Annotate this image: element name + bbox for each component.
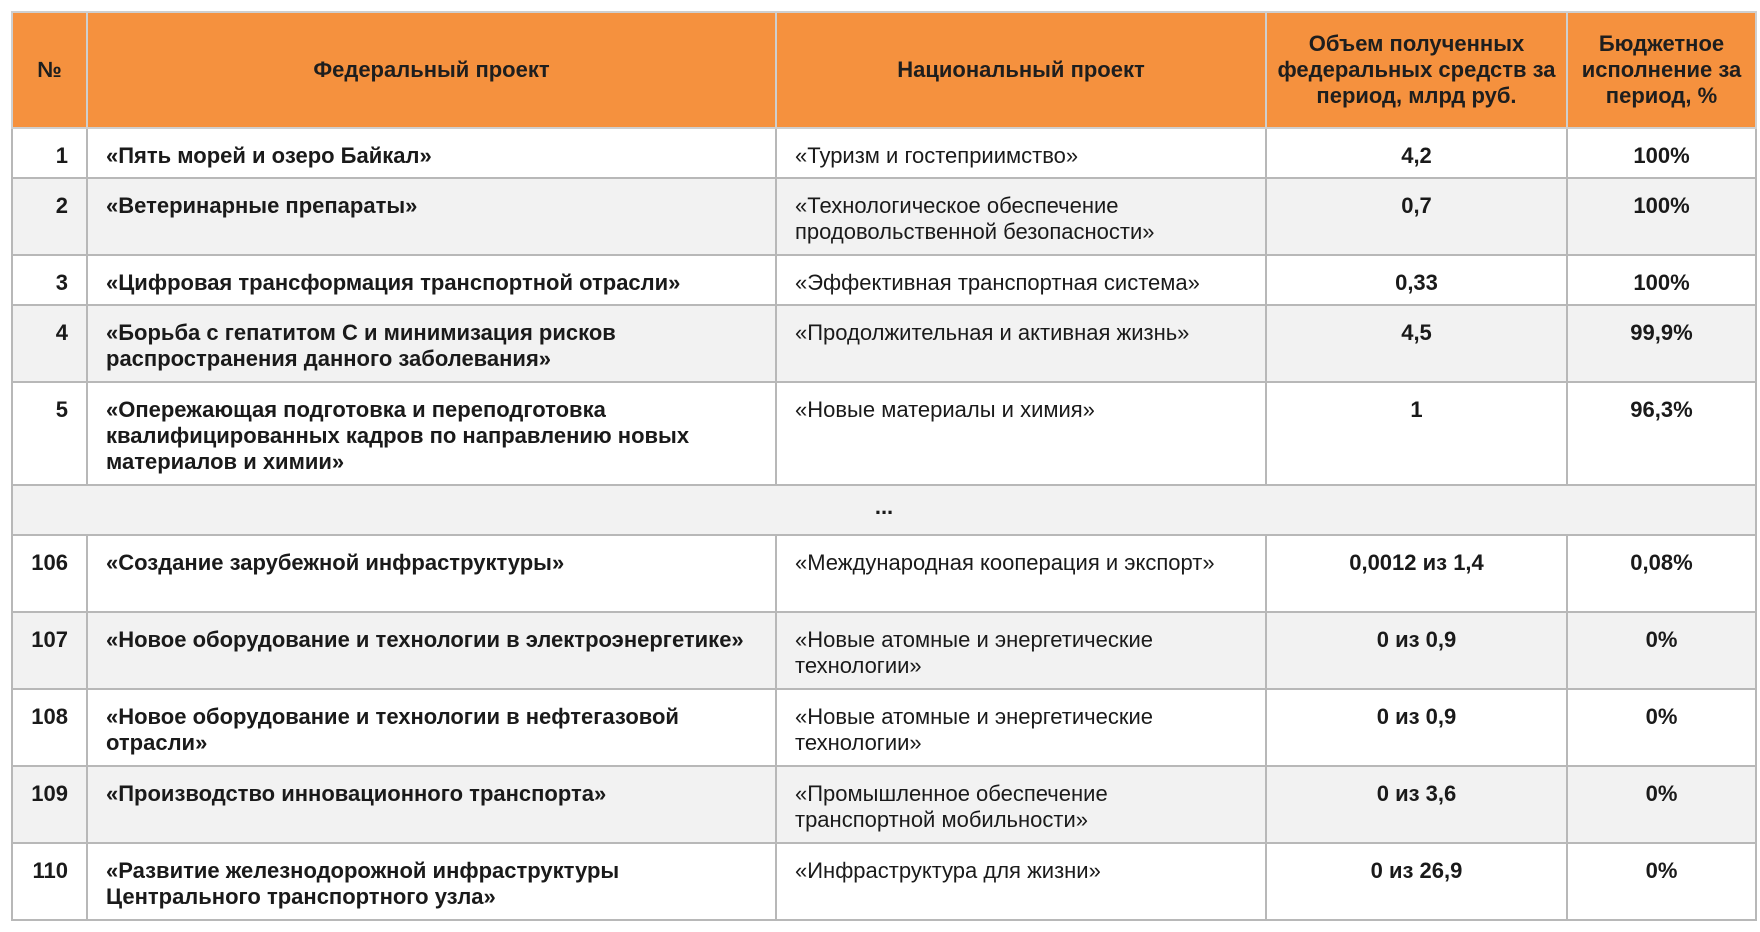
federal-project-cell: «Борьба с гепатитом С и минимизация рисков распространения данного заболевания» (87, 305, 776, 382)
row-num: 109 (12, 766, 87, 843)
execution-cell: 96,3% (1567, 382, 1756, 485)
national-project-cell: «Технологическое обеспечение продовольственной безопасности» (776, 178, 1266, 255)
row-num: 2 (12, 178, 87, 255)
national-project-cell: «Продолжительная и активная жизнь» (776, 305, 1266, 382)
volume-cell: 0 из 0,9 (1266, 612, 1567, 689)
ellipsis-cell: ... (12, 485, 1756, 535)
table-row (12, 382, 1756, 485)
row-num: 110 (12, 843, 87, 920)
federal-project-cell: «Пять морей и озеро Байкал» (87, 128, 776, 178)
table-row (12, 128, 1756, 178)
row-num: 108 (12, 689, 87, 766)
federal-project-cell: «Новое оборудование и технологии в нефтегазовой отрасли» (87, 689, 776, 766)
volume-cell: 4,2 (1266, 128, 1567, 178)
federal-project-cell: «Производство инновационного транспорта» (87, 766, 776, 843)
volume-cell: 0 из 3,6 (1266, 766, 1567, 843)
federal-project-cell: «Новое оборудование и технологии в электроэнергетике» (87, 612, 776, 689)
national-project-cell: «Новые атомные и энергетические технологии» (776, 612, 1266, 689)
header-national-project: Национальный проект (776, 12, 1266, 128)
execution-cell: 0% (1567, 766, 1756, 843)
projects-table (11, 11, 1757, 921)
national-project-cell: «Инфраструктура для жизни» (776, 843, 1266, 920)
volume-cell: 0,0012 из 1,4 (1266, 535, 1567, 612)
volume-cell: 1 (1266, 382, 1567, 485)
header-execution: Бюджетное исполнение за период, % (1567, 12, 1756, 128)
volume-cell: 0 из 0,9 (1266, 689, 1567, 766)
volume-cell: 0,33 (1266, 255, 1567, 305)
table-row (12, 843, 1756, 920)
row-num: 107 (12, 612, 87, 689)
execution-cell: 0,08% (1567, 535, 1756, 612)
federal-project-cell: «Ветеринарные препараты» (87, 178, 776, 255)
volume-cell: 4,5 (1266, 305, 1567, 382)
table-row (12, 255, 1756, 305)
table-row (12, 766, 1756, 843)
table-row (12, 178, 1756, 255)
execution-cell: 0% (1567, 689, 1756, 766)
volume-cell: 0,7 (1266, 178, 1567, 255)
national-project-cell: «Новые атомные и энергетические технологии» (776, 689, 1266, 766)
row-num: 4 (12, 305, 87, 382)
row-num: 106 (12, 535, 87, 612)
execution-cell: 99,9% (1567, 305, 1756, 382)
national-project-cell: «Эффективная транспортная система» (776, 255, 1266, 305)
header-volume: Объем полученных федеральных средств за период, млрд руб. (1266, 12, 1567, 128)
national-project-cell: «Международная кооперация и экспорт» (776, 535, 1266, 612)
national-project-cell: «Новые материалы и химия» (776, 382, 1266, 485)
federal-project-cell: «Создание зарубежной инфраструктуры» (87, 535, 776, 612)
ellipsis-row (12, 485, 1756, 535)
execution-cell: 0% (1567, 612, 1756, 689)
table-row (12, 689, 1756, 766)
national-project-cell: «Туризм и гостеприимство» (776, 128, 1266, 178)
national-project-cell: «Промышленное обеспечение транспортной мобильности» (776, 766, 1266, 843)
federal-project-cell: «Цифровая трансформация транспортной отрасли» (87, 255, 776, 305)
header-num: № (12, 12, 87, 128)
table-row (12, 612, 1756, 689)
table-row (12, 535, 1756, 612)
table-row (12, 305, 1756, 382)
table-header-row (12, 12, 1756, 128)
execution-cell: 100% (1567, 178, 1756, 255)
header-federal-project: Федеральный проект (87, 12, 776, 128)
volume-cell: 0 из 26,9 (1266, 843, 1567, 920)
federal-project-cell: «Развитие железнодорожной инфраструктуры Центрального транспортного узла» (87, 843, 776, 920)
execution-cell: 0% (1567, 843, 1756, 920)
execution-cell: 100% (1567, 128, 1756, 178)
execution-cell: 100% (1567, 255, 1756, 305)
row-num: 3 (12, 255, 87, 305)
row-num: 5 (12, 382, 87, 485)
row-num: 1 (12, 128, 87, 178)
federal-project-cell: «Опережающая подготовка и переподготовка квалифицированных кадров по направлению новых материалов и химии» (87, 382, 776, 485)
